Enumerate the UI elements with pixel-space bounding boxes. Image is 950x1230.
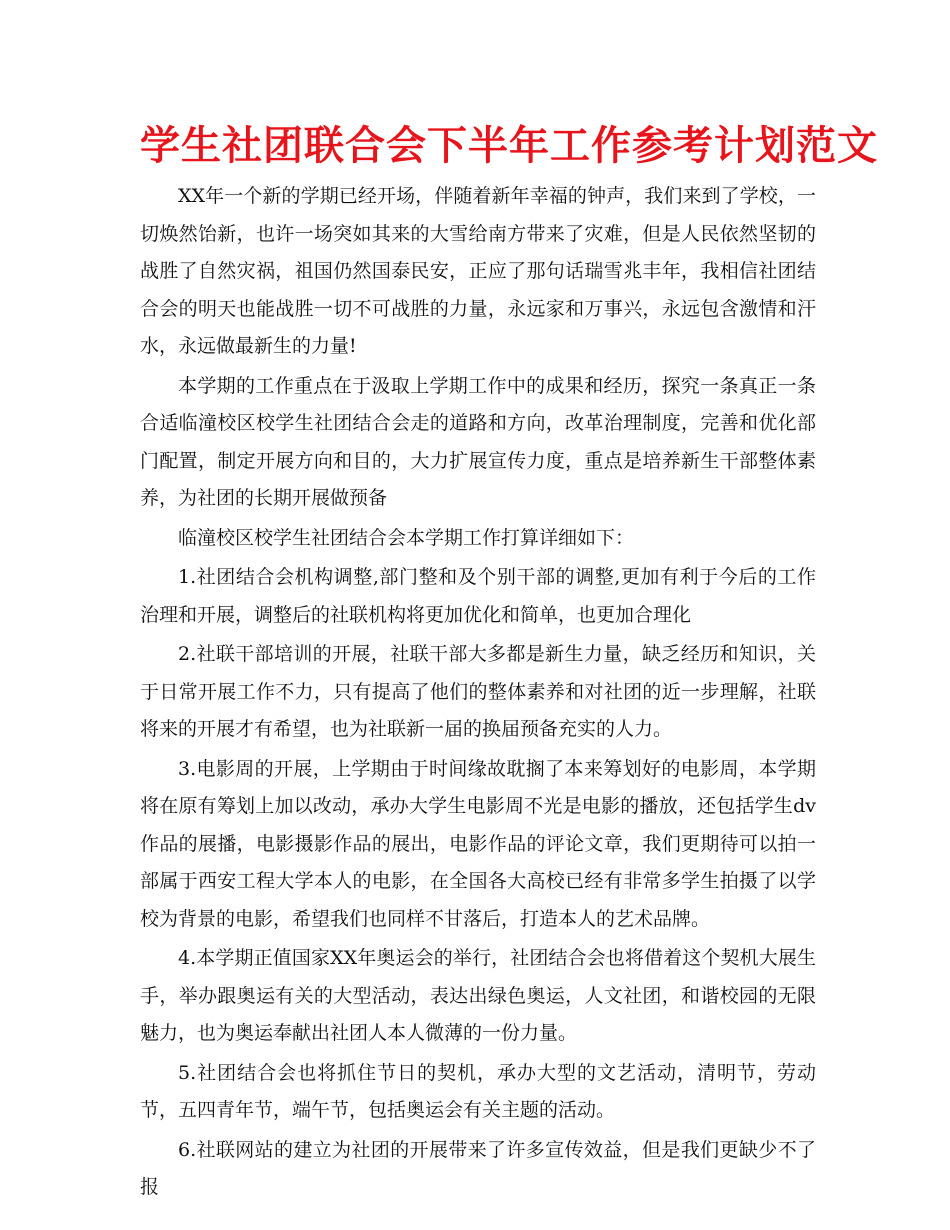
paragraph-item-5: 5.社团结合会也将抓住节日的契机，承办大型的文艺活动，清明节，劳动节，五四青年节，端午节，包括奥运会有关主题的活动。 [140, 1061, 816, 1121]
paragraph-intro: XX年一个新的学期已经开场，伴随着新年幸福的钟声，我们来到了学校，一切焕然饴新，也许一场突如其来的大雪给南方带来了灾难，但是人民依然坚韧的战胜了自然灾祸，祖国仍然国泰民安，正应了那句话瑞雪兆丰年，我相信社团结合会的明天也能战胜一切不可战胜的力量，永远家和万事兴，永远包含激情和汗水，永远做最新生的力量! [140, 185, 816, 357]
paragraph-item-3: 3.电影周的开展，上学期由于时间缘故耽搁了本来筹划好的电影周，本学期将在原有筹划上加以改动，承办大学生电影周不光是电影的播放，还包括学生dv作品的展播，电影摄影作品的展出，电影作品的评论文章，我们更期待可以拍一部属于西安工程大学本人的电影，在全国各大高校已经有非常多学生拍摄了以学校为背景的电影，希望我们也同样不甘落后，打造本人的艺术品牌。 [140, 757, 816, 930]
paragraph-item-1: 1.社团结合会机构调整,部门整和及个别干部的调整,更加有利于今后的工作治理和开展，调整后的社联机构将更加优化和简单，也更加合理化 [140, 566, 816, 626]
paragraph-plan-heading: 临潼校区校学生社团结合会本学期工作打算详细如下： [178, 526, 635, 549]
paragraph-item-6: 6.社联网站的建立为社团的开展带来了许多宣传效益，但是我们更缺少不了报 [140, 1138, 816, 1198]
paragraph-focus: 本学期的工作重点在于汲取上学期工作中的成果和经历，探究一条真正一条合适临潼校区校学生社团结合会走的道路和方向，改革治理制度，完善和优化部门配置，制定开展方向和目的，大力扩展宣传力度，重点是培养新生干部整体素养，为社团的长期开展做预备 [140, 374, 816, 509]
paragraph-item-2: 2.社联干部培训的开展，社联干部大多都是新生力量，缺乏经历和知识，关于日常开展工作不力，只有提高了他们的整体素养和对社团的近一步理解，社联将来的开展才有希望，也为社联新一届的换届预备充实的人力。 [140, 643, 816, 740]
document-title: 学生社团联合会下半年工作参考计划范文 [140, 123, 878, 169]
document-page [140, 118, 878, 1209]
paragraph-item-4: 4.本学期正值国家XX年奥运会的举行，社团结合会也将借着这个契机大展生手，举办跟奥运有关的大型活动，表达出绿色奥运，人文社团，和谐校园的无限魅力，也为奥运奉献出社团人本人微薄的一份力量。 [140, 947, 816, 1044]
